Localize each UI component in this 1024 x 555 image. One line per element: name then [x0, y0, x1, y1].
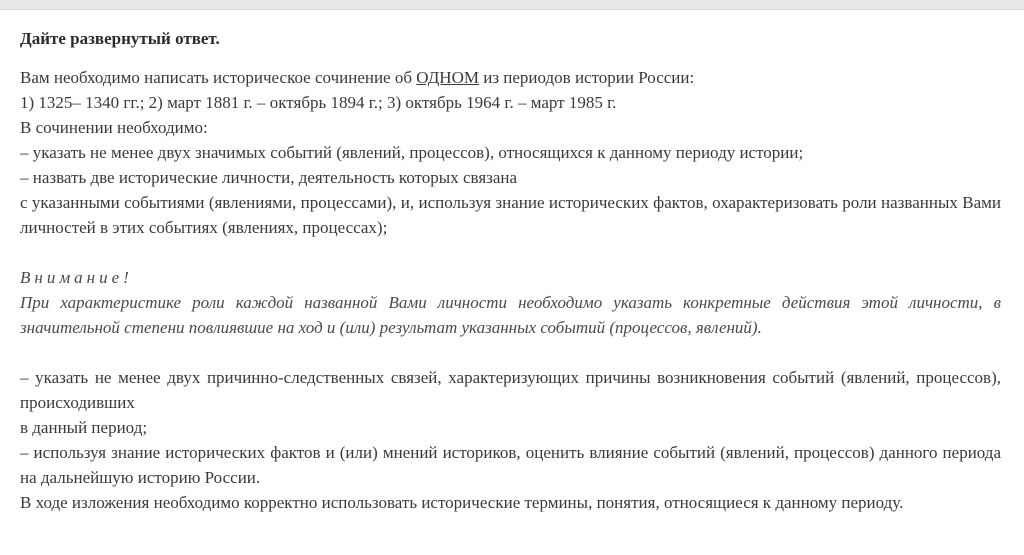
- requirement-events: – указать не менее двух значимых событий (явлений, процессов), относящихся к данному периоду истории;: [20, 143, 804, 162]
- intro-emphasis: ОДНОМ: [416, 68, 479, 87]
- attention-text: При характеристике роли каждой названной Вами личности необходимо указать конкретные действия этой личности, в значительной степени повлиявшие на ход и (или) результат указанных событий (процессов, явлений).: [20, 293, 1001, 337]
- top-bar: [0, 0, 1024, 10]
- task-heading: Дайте развернутый ответ.: [20, 29, 220, 48]
- requirements-intro: В сочинении необходимо:: [20, 118, 208, 137]
- requirement-persons-line1: – назвать две исторические личности, деятельность которых связана: [20, 168, 518, 187]
- intro-after: из периодов истории России:: [478, 68, 695, 87]
- periods-line: 1) 1325– 1340 гг.; 2) март 1881 г. – октябрь 1894 г.; 3) октябрь 1964 г. – март 1985 г.: [20, 93, 617, 112]
- requirement-causes-line1: – указать не менее двух причинно-следственных связей, характеризующих причины возникновения событий (явлений, процессов), происходивших: [20, 368, 1001, 412]
- closing-line: В ходе изложения необходимо корректно использовать исторические термины, понятия, относящиеся к данному периоду.: [20, 493, 904, 512]
- requirement-persons-line2: с указанными событиями (явлениями, процессами), и, используя знание исторических фактов, охарактеризовать роли названных Вами личностей в этих событиях (явлениях, процессах);: [20, 193, 1001, 237]
- task-text: [20, 26, 1001, 515]
- requirement-causes-line2: в данный период;: [20, 418, 148, 437]
- attention-title: Внимание!: [20, 268, 133, 287]
- intro-before: Вам необходимо написать историческое сочинение об: [20, 68, 417, 87]
- intro-line: [20, 65, 1001, 90]
- requirement-influence: – используя знание исторических фактов и (или) мнений историков, оценить влияние событий (явлений, процессов) данного периода на дальнейшую историю России.: [20, 443, 1001, 487]
